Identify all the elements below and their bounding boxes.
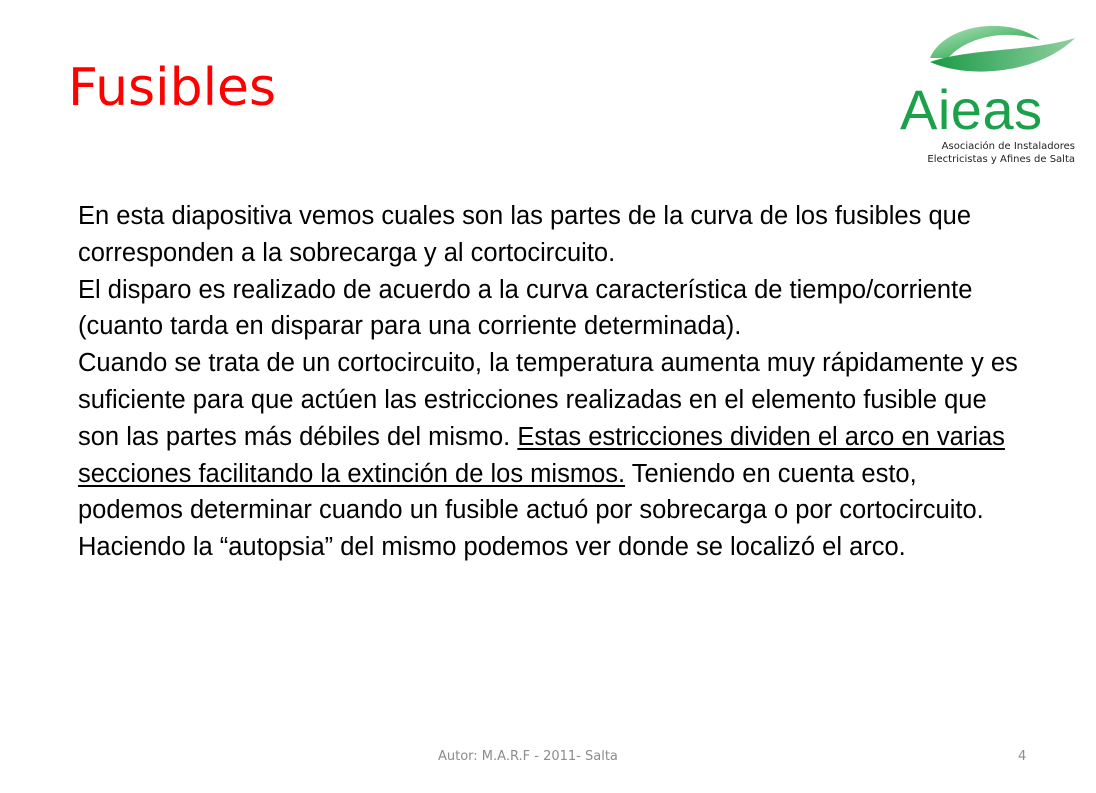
aieas-logo <box>890 18 1085 178</box>
paragraph-short-circuit-start: Cuando se trata de un cortocircuito, la temperatura aumenta muy rápidamente y es suficiente para que actúen las estricciones realizadas en el elemento fusible que son las partes más débiles del mismo. <box>78 349 1018 451</box>
logo-wordmark: Aieas <box>900 78 1043 141</box>
underlined-statement: Estas estricciones dividen el arco en varias secciones facilitando la extinción de los mismos. <box>78 422 1005 488</box>
logo-subtitle-line-2: Electricistas y Afines de Salta <box>927 154 1075 165</box>
slide-body <box>78 198 1023 566</box>
paragraph-trip-curve: El disparo es realizado de acuerdo a la curva característica de tiempo/corriente (cuanto tarda en disparar para una corriente determinada). <box>78 275 973 341</box>
page-number: 4 <box>1018 749 1027 764</box>
logo-subtitle-line-1: Asociación de Instaladores <box>941 141 1075 152</box>
paragraph-intro: En esta diapositiva vemos cuales son las partes de la curva de los fusibles que corresponden a la sobrecarga y al cortocircuito. <box>78 202 971 267</box>
footer-author: Autor: M.A.R.F - 2011- Salta <box>438 749 618 764</box>
slide-title: Fusibles <box>68 58 277 118</box>
paragraph-short-circuit-end: Teniendo en cuenta esto, podemos determinar cuando un fusible actuó por sobrecarga o por cortocircuito. Haciendo la “autopsia” del mismo podemos ver donde se localizó el arco. <box>78 459 984 562</box>
paragraph-short-circuit <box>78 345 1023 566</box>
